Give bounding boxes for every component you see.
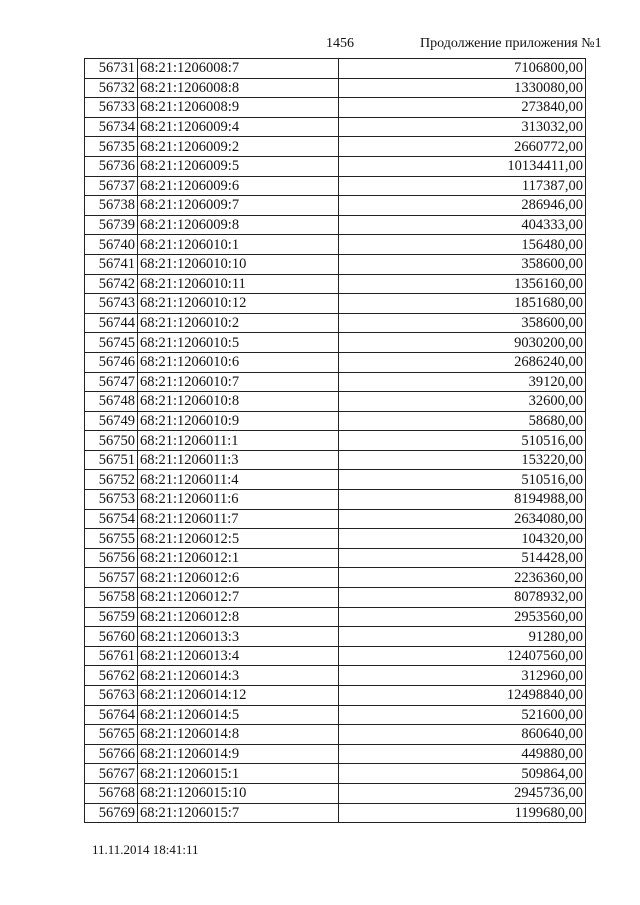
table-row xyxy=(85,392,586,412)
row-number: 56766 xyxy=(85,744,138,764)
table-row xyxy=(85,646,586,666)
row-number: 56733 xyxy=(85,98,138,118)
cadastral-value: 358600,00 xyxy=(339,254,586,274)
cadastral-value: 514428,00 xyxy=(339,548,586,568)
table-row xyxy=(85,117,586,137)
row-number: 56739 xyxy=(85,215,138,235)
table-row xyxy=(85,59,586,79)
page-number: 1456 xyxy=(326,36,354,51)
cadastral-number: 68:21:1206009:6 xyxy=(138,176,339,196)
cadastral-value: 449880,00 xyxy=(339,744,586,764)
cadastral-number: 68:21:1206013:3 xyxy=(138,627,339,647)
cadastral-number: 68:21:1206010:5 xyxy=(138,333,339,353)
cadastral-number: 68:21:1206010:7 xyxy=(138,372,339,392)
row-number: 56760 xyxy=(85,627,138,647)
cadastral-number: 68:21:1206012:7 xyxy=(138,588,339,608)
row-number: 56744 xyxy=(85,313,138,333)
row-number: 56731 xyxy=(85,59,138,79)
table-row xyxy=(85,509,586,529)
cadastral-value: 153220,00 xyxy=(339,450,586,470)
table-row xyxy=(85,803,586,823)
cadastral-value: 1199680,00 xyxy=(339,803,586,823)
footer-timestamp: 11.11.2014 18:41:11 xyxy=(92,842,199,857)
table-row xyxy=(85,313,586,333)
cadastral-number: 68:21:1206010:9 xyxy=(138,411,339,431)
header-title: Продолжение приложения №1 xyxy=(420,36,602,51)
cadastral-value: 8078932,00 xyxy=(339,588,586,608)
table-row xyxy=(85,470,586,490)
cadastral-value: 312960,00 xyxy=(339,666,586,686)
cadastral-number: 68:21:1206008:8 xyxy=(138,78,339,98)
cadastral-number: 68:21:1206013:4 xyxy=(138,646,339,666)
cadastral-number: 68:21:1206010:1 xyxy=(138,235,339,255)
table-row xyxy=(85,294,586,314)
cadastral-number: 68:21:1206012:5 xyxy=(138,529,339,549)
cadastral-number: 68:21:1206009:2 xyxy=(138,137,339,157)
cadastral-value: 521600,00 xyxy=(339,705,586,725)
cadastral-value: 358600,00 xyxy=(339,313,586,333)
cadastral-value: 2953560,00 xyxy=(339,607,586,627)
row-number: 56754 xyxy=(85,509,138,529)
row-number: 56737 xyxy=(85,176,138,196)
cadastral-value: 510516,00 xyxy=(339,470,586,490)
table-row xyxy=(85,666,586,686)
cadastral-number: 68:21:1206015:10 xyxy=(138,783,339,803)
cadastral-value: 104320,00 xyxy=(339,529,586,549)
table-row xyxy=(85,215,586,235)
row-number: 56751 xyxy=(85,450,138,470)
cadastral-value: 156480,00 xyxy=(339,235,586,255)
cadastral-number: 68:21:1206010:8 xyxy=(138,392,339,412)
row-number: 56734 xyxy=(85,117,138,137)
row-number: 56738 xyxy=(85,196,138,216)
cadastral-value: 2660772,00 xyxy=(339,137,586,157)
cadastral-value: 860640,00 xyxy=(339,725,586,745)
table-row xyxy=(85,764,586,784)
row-number: 56742 xyxy=(85,274,138,294)
cadastral-value: 1356160,00 xyxy=(339,274,586,294)
cadastral-value: 7106800,00 xyxy=(339,59,586,79)
cadastral-value: 39120,00 xyxy=(339,372,586,392)
cadastral-number: 68:21:1206009:8 xyxy=(138,215,339,235)
table-row xyxy=(85,529,586,549)
cadastral-number: 68:21:1206011:1 xyxy=(138,431,339,451)
cadastral-number: 68:21:1206012:1 xyxy=(138,548,339,568)
cadastral-value: 2945736,00 xyxy=(339,783,586,803)
row-number: 56757 xyxy=(85,568,138,588)
row-number: 56767 xyxy=(85,764,138,784)
row-number: 56763 xyxy=(85,686,138,706)
table-row xyxy=(85,156,586,176)
cadastral-number: 68:21:1206014:3 xyxy=(138,666,339,686)
cadastral-number: 68:21:1206009:7 xyxy=(138,196,339,216)
cadastral-value: 91280,00 xyxy=(339,627,586,647)
table-row xyxy=(85,705,586,725)
cadastral-number: 68:21:1206015:1 xyxy=(138,764,339,784)
cadastral-number: 68:21:1206011:7 xyxy=(138,509,339,529)
cadastral-number: 68:21:1206010:10 xyxy=(138,254,339,274)
cadastral-number: 68:21:1206010:2 xyxy=(138,313,339,333)
row-number: 56749 xyxy=(85,411,138,431)
cadastral-value: 286946,00 xyxy=(339,196,586,216)
table-row xyxy=(85,686,586,706)
row-number: 56740 xyxy=(85,235,138,255)
row-number: 56762 xyxy=(85,666,138,686)
cadastral-number: 68:21:1206008:9 xyxy=(138,98,339,118)
row-number: 56758 xyxy=(85,588,138,608)
row-number: 56745 xyxy=(85,333,138,353)
row-number: 56741 xyxy=(85,254,138,274)
page-header xyxy=(0,36,640,56)
row-number: 56748 xyxy=(85,392,138,412)
table-row xyxy=(85,254,586,274)
table-row xyxy=(85,568,586,588)
cadastral-number: 68:21:1206009:5 xyxy=(138,156,339,176)
cadastral-number: 68:21:1206010:11 xyxy=(138,274,339,294)
cadastral-value: 1330080,00 xyxy=(339,78,586,98)
row-number: 56768 xyxy=(85,783,138,803)
row-number: 56750 xyxy=(85,431,138,451)
table-row xyxy=(85,372,586,392)
table-row xyxy=(85,607,586,627)
table-row xyxy=(85,137,586,157)
table-row xyxy=(85,725,586,745)
table-row xyxy=(85,783,586,803)
row-number: 56759 xyxy=(85,607,138,627)
cadastral-value: 510516,00 xyxy=(339,431,586,451)
cadastral-number: 68:21:1206009:4 xyxy=(138,117,339,137)
row-number: 56756 xyxy=(85,548,138,568)
cadastral-number: 68:21:1206011:4 xyxy=(138,470,339,490)
table-row xyxy=(85,235,586,255)
cadastral-number: 68:21:1206010:12 xyxy=(138,294,339,314)
row-number: 56764 xyxy=(85,705,138,725)
cadastral-number: 68:21:1206010:6 xyxy=(138,352,339,372)
row-number: 56736 xyxy=(85,156,138,176)
cadastral-number: 68:21:1206014:12 xyxy=(138,686,339,706)
row-number: 56753 xyxy=(85,490,138,510)
table-row xyxy=(85,78,586,98)
cadastral-number: 68:21:1206012:6 xyxy=(138,568,339,588)
records-table-body xyxy=(85,59,586,823)
cadastral-value: 313032,00 xyxy=(339,117,586,137)
cadastral-value: 8194988,00 xyxy=(339,490,586,510)
table-row xyxy=(85,431,586,451)
cadastral-value: 117387,00 xyxy=(339,176,586,196)
row-number: 56752 xyxy=(85,470,138,490)
row-number: 56746 xyxy=(85,352,138,372)
cadastral-value: 32600,00 xyxy=(339,392,586,412)
cadastral-value: 58680,00 xyxy=(339,411,586,431)
table-row xyxy=(85,450,586,470)
table-row xyxy=(85,196,586,216)
table-row xyxy=(85,352,586,372)
cadastral-value: 1851680,00 xyxy=(339,294,586,314)
cadastral-number: 68:21:1206014:5 xyxy=(138,705,339,725)
table-row xyxy=(85,411,586,431)
row-number: 56755 xyxy=(85,529,138,549)
cadastral-number: 68:21:1206014:8 xyxy=(138,725,339,745)
row-number: 56732 xyxy=(85,78,138,98)
row-number: 56747 xyxy=(85,372,138,392)
cadastral-value: 12498840,00 xyxy=(339,686,586,706)
cadastral-number: 68:21:1206014:9 xyxy=(138,744,339,764)
row-number: 56743 xyxy=(85,294,138,314)
table-row xyxy=(85,490,586,510)
table-row xyxy=(85,627,586,647)
table-row xyxy=(85,588,586,608)
row-number: 56765 xyxy=(85,725,138,745)
cadastral-number: 68:21:1206012:8 xyxy=(138,607,339,627)
row-number: 56735 xyxy=(85,137,138,157)
cadastral-value: 9030200,00 xyxy=(339,333,586,353)
cadastral-value: 2236360,00 xyxy=(339,568,586,588)
cadastral-value: 12407560,00 xyxy=(339,646,586,666)
cadastral-value: 273840,00 xyxy=(339,98,586,118)
cadastral-number: 68:21:1206015:7 xyxy=(138,803,339,823)
cadastral-value: 404333,00 xyxy=(339,215,586,235)
table-row xyxy=(85,274,586,294)
cadastral-number: 68:21:1206011:6 xyxy=(138,490,339,510)
row-number: 56769 xyxy=(85,803,138,823)
records-table xyxy=(84,58,586,823)
table-row xyxy=(85,176,586,196)
table-row xyxy=(85,744,586,764)
table-row xyxy=(85,333,586,353)
table-row xyxy=(85,548,586,568)
cadastral-value: 10134411,00 xyxy=(339,156,586,176)
cadastral-number: 68:21:1206008:7 xyxy=(138,59,339,79)
cadastral-value: 2634080,00 xyxy=(339,509,586,529)
cadastral-value: 2686240,00 xyxy=(339,352,586,372)
table-row xyxy=(85,98,586,118)
cadastral-number: 68:21:1206011:3 xyxy=(138,450,339,470)
cadastral-value: 509864,00 xyxy=(339,764,586,784)
row-number: 56761 xyxy=(85,646,138,666)
